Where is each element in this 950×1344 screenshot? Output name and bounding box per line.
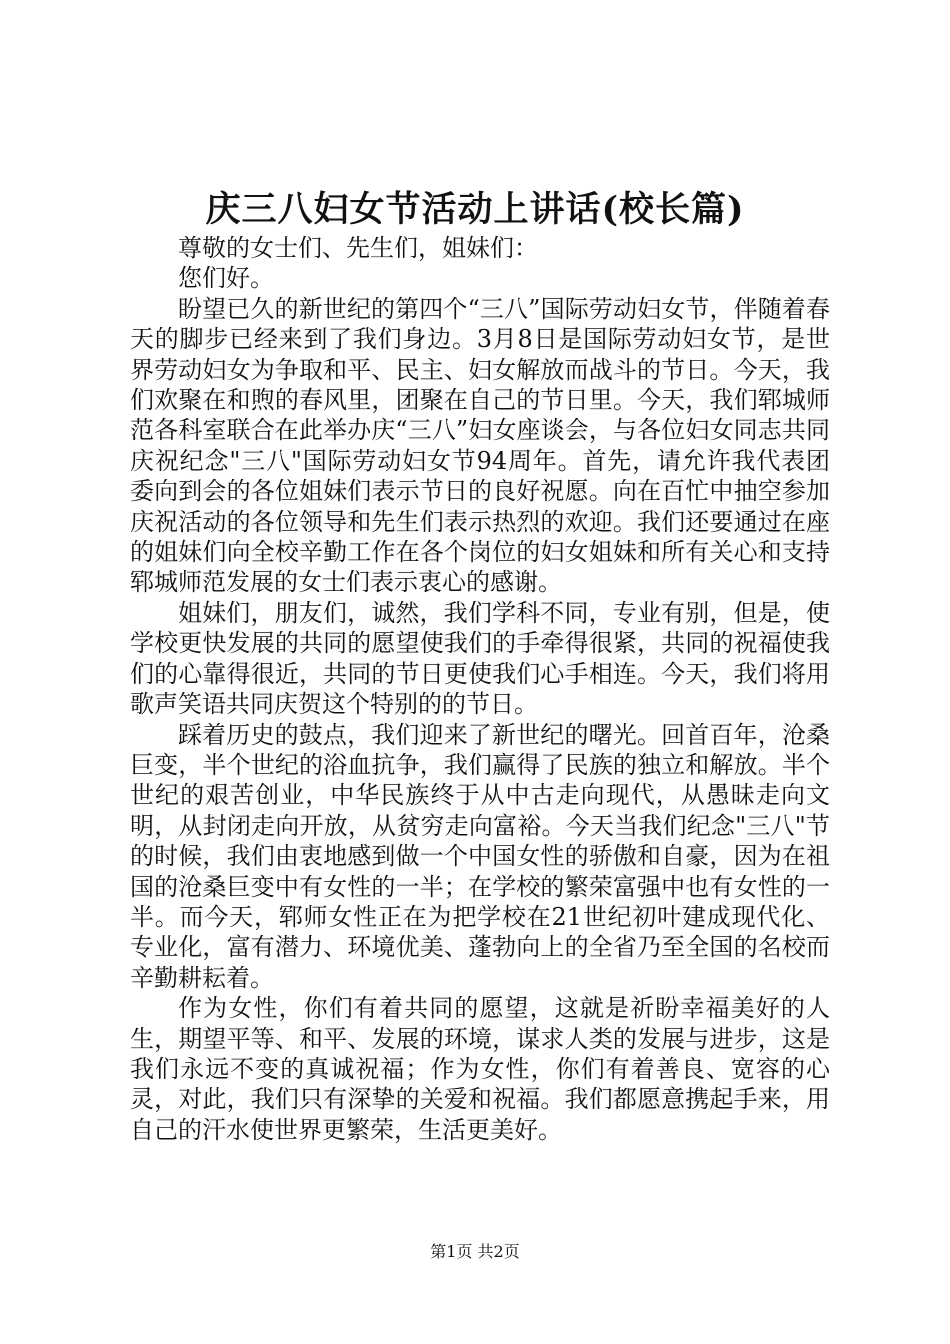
greeting: 您们好。 (178, 264, 274, 293)
page-footer: 第1页 共2页 (430, 1242, 520, 1261)
paragraph-3: 踩着历史的鼓点，我们迎来了新世纪的曙光。回首百年，沧桑巨变，半个世纪的浴血抗争，我们赢得了民族的独立和解放。半个世纪的艰苦创业，中华民族终于从中古走向现代，从愚昧走向文明，从封闭走向开放，从贫穷走向富裕。今天当我们纪念"三八"节的时候，我们由衷地感到做一个中国女性的骄傲和自豪，因为在祖国的沧桑巨变中有女性的一半；在学校的繁荣富强中也有女性的一半。而今天，郓师女性正在为把学校在21世纪初叶建成现代化、专业化，富有潜力、环境优美、蓬勃向上的全省乃至全国的名校而辛勤耕耘着。 (130, 720, 830, 992)
paragraph-1: 盼望已久的新世纪的第四个“三八”国际劳动妇女节，伴随着春天的脚步已经来到了我们身边。3月8日是国际劳动妇女节，是世界劳动妇女为争取和平、民主、妇女解放而战斗的节日。今天，我们欢聚在和煦的春风里，团聚在自己的节日里。今天，我们郓城师范各科室联合在此举办庆“三八”妇女座谈会，与各位妇女同志共同庆祝纪念"三八"国际劳动妇女节94周年。首先，请允许我代表团委向到会的各位姐妹们表示节日的良好祝愿。向在百忙中抽空参加庆祝活动的各位领导和先生们表示热烈的欢迎。我们还要通过在座的姐妹们向全校辛勤工作在各个岗位的妇女姐妹和所有关心和支持郓城师范发展的女士们表示衷心的感谢。 (130, 294, 830, 597)
paragraph-2: 姐妹们，朋友们，诚然，我们学科不同，专业有别，但是，使学校更快发展的共同的愿望使我们的手牵得很紧，共同的祝福使我们的心靠得很近，共同的节日更使我们心手相连。今天，我们将用歌声笑语共同庆贺这个特别的的节日。 (130, 598, 830, 719)
document-title: 庆三八妇女节活动上讲话(校长篇) (205, 189, 745, 230)
salutation: 尊敬的女士们、先生们，姐妹们： (178, 234, 538, 262)
paragraph-4: 作为女性，你们有着共同的愿望，这就是祈盼幸福美好的人生，期望平等、和平、发展的环境，谋求人类的发展与进步，这是我们永远不变的真诚祝福；作为女性，你们有着善良、宽容的心灵，对此，我们只有深挚的关爱和祝福。我们都愿意携起手来，用自己的汗水使世界更繁荣，生活更美好。 (130, 994, 830, 1144)
document-body (130, 233, 830, 1145)
